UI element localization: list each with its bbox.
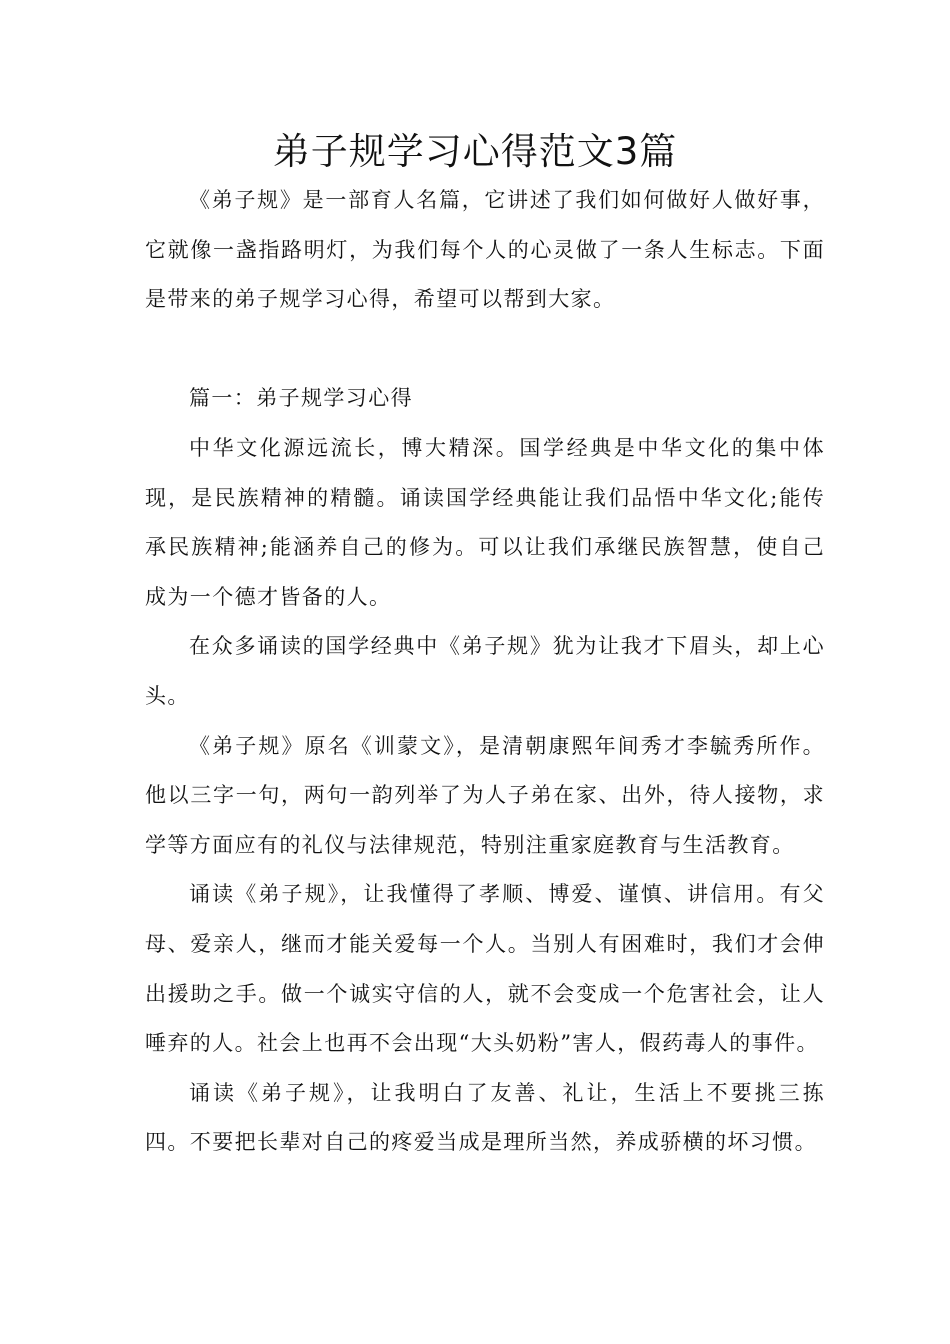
- section-heading: 篇一：弟子规学习心得: [189, 386, 413, 411]
- paragraph-spacer: [145, 325, 825, 375]
- body-paragraph: 诵读《弟子规》，让我懂得了孝顺、博爱、谨慎、讲信用。有父母、爱亲人，继而才能关爱每一个人。当别人有困难时，我们才会伸出援助之手。做一个诚实守信的人，就不会变成一个危害社会，让人唾弃的人。社会上也再不会出现“大头奶粉”害人，假药毒人的事件。: [145, 882, 825, 1056]
- body-paragraph: 中华文化源远流长，博大精深。国学经典是中华文化的集中体现，是民族精神的精髓。诵读国学经典能让我们品悟中华文化;能传承民族精神;能涵养自己的修为。可以让我们承继民族智慧，使自己成为一个德才皆备的人。: [145, 435, 825, 609]
- document-title: 弟子规学习心得范文3篇: [272, 130, 678, 173]
- document-body: [145, 176, 825, 1168]
- body-paragraph: 《弟子规》原名《训蒙文》，是清朝康熙年间秀才李毓秀所作。他以三字一句，两句一韵列举了为人子弟在家、出外，待人接物，求学等方面应有的礼仪与法律规范，特别注重家庭教育与生活教育。: [145, 733, 825, 857]
- body-paragraph: 诵读《弟子规》，让我明白了友善、礼让，生活上不要挑三拣四。不要把长辈对自己的疼爱当成是理所当然，养成骄横的坏习惯。: [145, 1080, 825, 1155]
- intro-paragraph: 《弟子规》是一部育人名篇，它讲述了我们如何做好人做好事，它就像一盏指路明灯，为我们每个人的心灵做了一条人生标志。下面是带来的弟子规学习心得，希望可以帮到大家。: [145, 188, 825, 312]
- body-paragraph: 在众多诵读的国学经典中《弟子规》犹为让我才下眉头，却上心头。: [145, 634, 825, 708]
